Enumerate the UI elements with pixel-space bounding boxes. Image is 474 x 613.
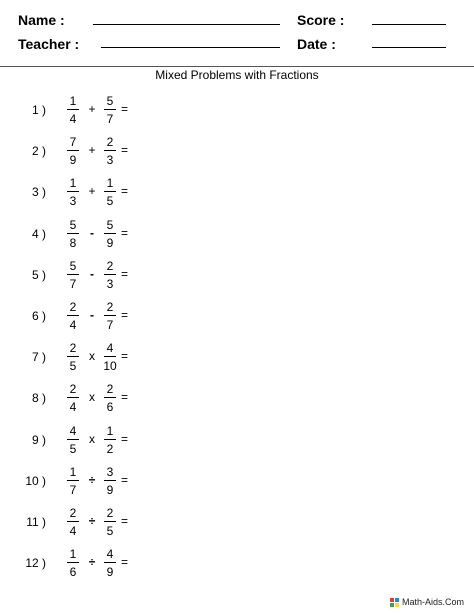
fraction-bar (104, 274, 116, 275)
worksheet-title: Mixed Problems with Fractions (155, 68, 319, 82)
problem-row (0, 341, 474, 373)
fraction-a (63, 135, 83, 167)
denominator: 10 (103, 359, 117, 373)
denominator: 4 (69, 112, 77, 126)
numerator: 1 (69, 176, 77, 190)
equals-sign: = (121, 555, 129, 569)
fraction-bar (104, 315, 116, 316)
problem-number: 3 ) (31, 185, 46, 199)
problem-number: 7 ) (31, 350, 46, 364)
problem-number: 6 ) (31, 309, 46, 323)
denominator: 5 (69, 442, 77, 456)
fraction-bar (67, 521, 79, 522)
operator: - (90, 226, 94, 240)
equals-sign: = (121, 226, 129, 240)
fraction-a (63, 300, 83, 332)
numerator: 2 (106, 135, 114, 149)
problem-number: 4 ) (31, 227, 46, 241)
denominator: 9 (106, 565, 114, 579)
equals-sign: = (121, 473, 129, 487)
fraction-a (63, 547, 83, 579)
problem-row (0, 547, 474, 579)
operator: + (88, 143, 96, 157)
date-label: Date : (297, 36, 336, 52)
fraction-bar (67, 562, 79, 563)
fraction-bar (67, 439, 79, 440)
denominator: 7 (106, 318, 114, 332)
fraction-a (63, 341, 83, 373)
numerator: 4 (69, 424, 77, 438)
fraction-a (63, 382, 83, 414)
fraction-b (100, 547, 120, 579)
fraction-bar (104, 521, 116, 522)
fraction-bar (67, 191, 79, 192)
fraction-a (63, 218, 83, 250)
problem-row (0, 218, 474, 250)
operator: ÷ (88, 514, 96, 528)
denominator: 8 (69, 236, 77, 250)
fraction-bar (67, 480, 79, 481)
fraction-b (100, 94, 120, 126)
name-line (93, 24, 280, 25)
fraction-bar (67, 109, 79, 110)
fraction-a (63, 176, 83, 208)
equals-sign: = (121, 102, 129, 116)
denominator: 5 (106, 194, 114, 208)
denominator: 3 (69, 194, 77, 208)
fraction-bar (67, 274, 79, 275)
numerator: 4 (106, 341, 114, 355)
operator: ÷ (88, 555, 96, 569)
equals-sign: = (121, 308, 129, 322)
problem-number: 12 ) (25, 556, 46, 570)
numerator: 2 (106, 300, 114, 314)
equals-sign: = (121, 349, 129, 363)
problem-row (0, 506, 474, 538)
fraction-b (100, 424, 120, 456)
problem-number: 9 ) (31, 433, 46, 447)
denominator: 5 (106, 524, 114, 538)
denominator: 6 (69, 565, 77, 579)
problem-row (0, 300, 474, 332)
numerator: 4 (106, 547, 114, 561)
fraction-a (63, 506, 83, 538)
fraction-b (100, 465, 120, 497)
equals-sign: = (121, 184, 129, 198)
problem-row (0, 94, 474, 126)
fraction-bar (104, 439, 116, 440)
fraction-bar (104, 356, 116, 357)
fraction-b (100, 259, 120, 291)
problem-number: 2 ) (31, 144, 46, 158)
problem-row (0, 259, 474, 291)
numerator: 7 (69, 135, 77, 149)
numerator: 2 (106, 382, 114, 396)
operator: + (88, 184, 96, 198)
fraction-bar (104, 191, 116, 192)
denominator: 9 (69, 153, 77, 167)
numerator: 5 (106, 94, 114, 108)
math-aids-logo (390, 597, 464, 607)
logo-icon (390, 598, 399, 607)
fraction-bar (104, 480, 116, 481)
equals-sign: = (121, 143, 129, 157)
problem-number: 10 ) (25, 474, 46, 488)
logo-text: Math-Aids.Com (401, 597, 464, 607)
denominator: 6 (106, 400, 114, 414)
fraction-b (100, 218, 120, 250)
fraction-b (100, 382, 120, 414)
numerator: 2 (69, 506, 77, 520)
operator: + (88, 102, 96, 116)
date-line (372, 47, 446, 48)
numerator: 1 (69, 547, 77, 561)
problem-row (0, 382, 474, 414)
denominator: 5 (69, 359, 77, 373)
fraction-b (100, 176, 120, 208)
denominator: 7 (69, 277, 77, 291)
fraction-bar (104, 150, 116, 151)
fraction-b (100, 341, 120, 373)
logo-square (395, 598, 399, 602)
denominator: 3 (106, 277, 114, 291)
denominator: 9 (106, 483, 114, 497)
logo-square (395, 603, 399, 607)
fraction-bar (67, 356, 79, 357)
denominator: 4 (69, 318, 77, 332)
fraction-bar (67, 233, 79, 234)
fraction-bar (67, 315, 79, 316)
numerator: 1 (106, 424, 114, 438)
operator: x (89, 349, 95, 363)
problem-number: 11 ) (26, 515, 46, 529)
fraction-a (63, 94, 83, 126)
numerator: 5 (69, 218, 77, 232)
denominator: 9 (106, 236, 114, 250)
numerator: 3 (106, 465, 114, 479)
logo-square (390, 598, 394, 602)
header-divider (0, 66, 474, 67)
problem-number: 5 ) (31, 268, 46, 282)
operator: - (90, 308, 94, 322)
score-label: Score : (297, 12, 345, 28)
fraction-b (100, 135, 120, 167)
fraction-b (100, 300, 120, 332)
numerator: 5 (106, 218, 114, 232)
numerator: 2 (69, 341, 77, 355)
equals-sign: = (121, 390, 129, 404)
equals-sign: = (121, 514, 129, 528)
teacher-line (101, 47, 280, 48)
denominator: 4 (69, 524, 77, 538)
problem-row (0, 176, 474, 208)
score-line (372, 24, 446, 25)
denominator: 4 (69, 400, 77, 414)
problem-row (0, 135, 474, 167)
operator: ÷ (88, 473, 96, 487)
fraction-bar (104, 233, 116, 234)
fraction-bar (104, 562, 116, 563)
denominator: 7 (69, 483, 77, 497)
fraction-a (63, 259, 83, 291)
fraction-b (100, 506, 120, 538)
numerator: 5 (69, 259, 77, 273)
operator: - (90, 267, 94, 281)
numerator: 1 (69, 465, 77, 479)
denominator: 7 (106, 112, 114, 126)
problem-row (0, 424, 474, 456)
problem-number: 1 ) (31, 103, 46, 117)
numerator: 2 (69, 300, 77, 314)
denominator: 2 (106, 442, 114, 456)
fraction-bar (104, 109, 116, 110)
numerator: 1 (106, 176, 114, 190)
numerator: 2 (106, 259, 114, 273)
equals-sign: = (121, 432, 129, 446)
problem-number: 8 ) (31, 391, 46, 405)
fraction-bar (67, 150, 79, 151)
numerator: 2 (106, 506, 114, 520)
denominator: 3 (106, 153, 114, 167)
operator: x (89, 432, 95, 446)
logo-square (390, 603, 394, 607)
fraction-bar (104, 397, 116, 398)
problem-row (0, 465, 474, 497)
teacher-label: Teacher : (18, 36, 80, 52)
name-label: Name : (18, 12, 65, 28)
fraction-a (63, 424, 83, 456)
fraction-a (63, 465, 83, 497)
operator: x (89, 390, 95, 404)
fraction-bar (67, 397, 79, 398)
numerator: 1 (69, 94, 77, 108)
numerator: 2 (69, 382, 77, 396)
equals-sign: = (121, 267, 129, 281)
